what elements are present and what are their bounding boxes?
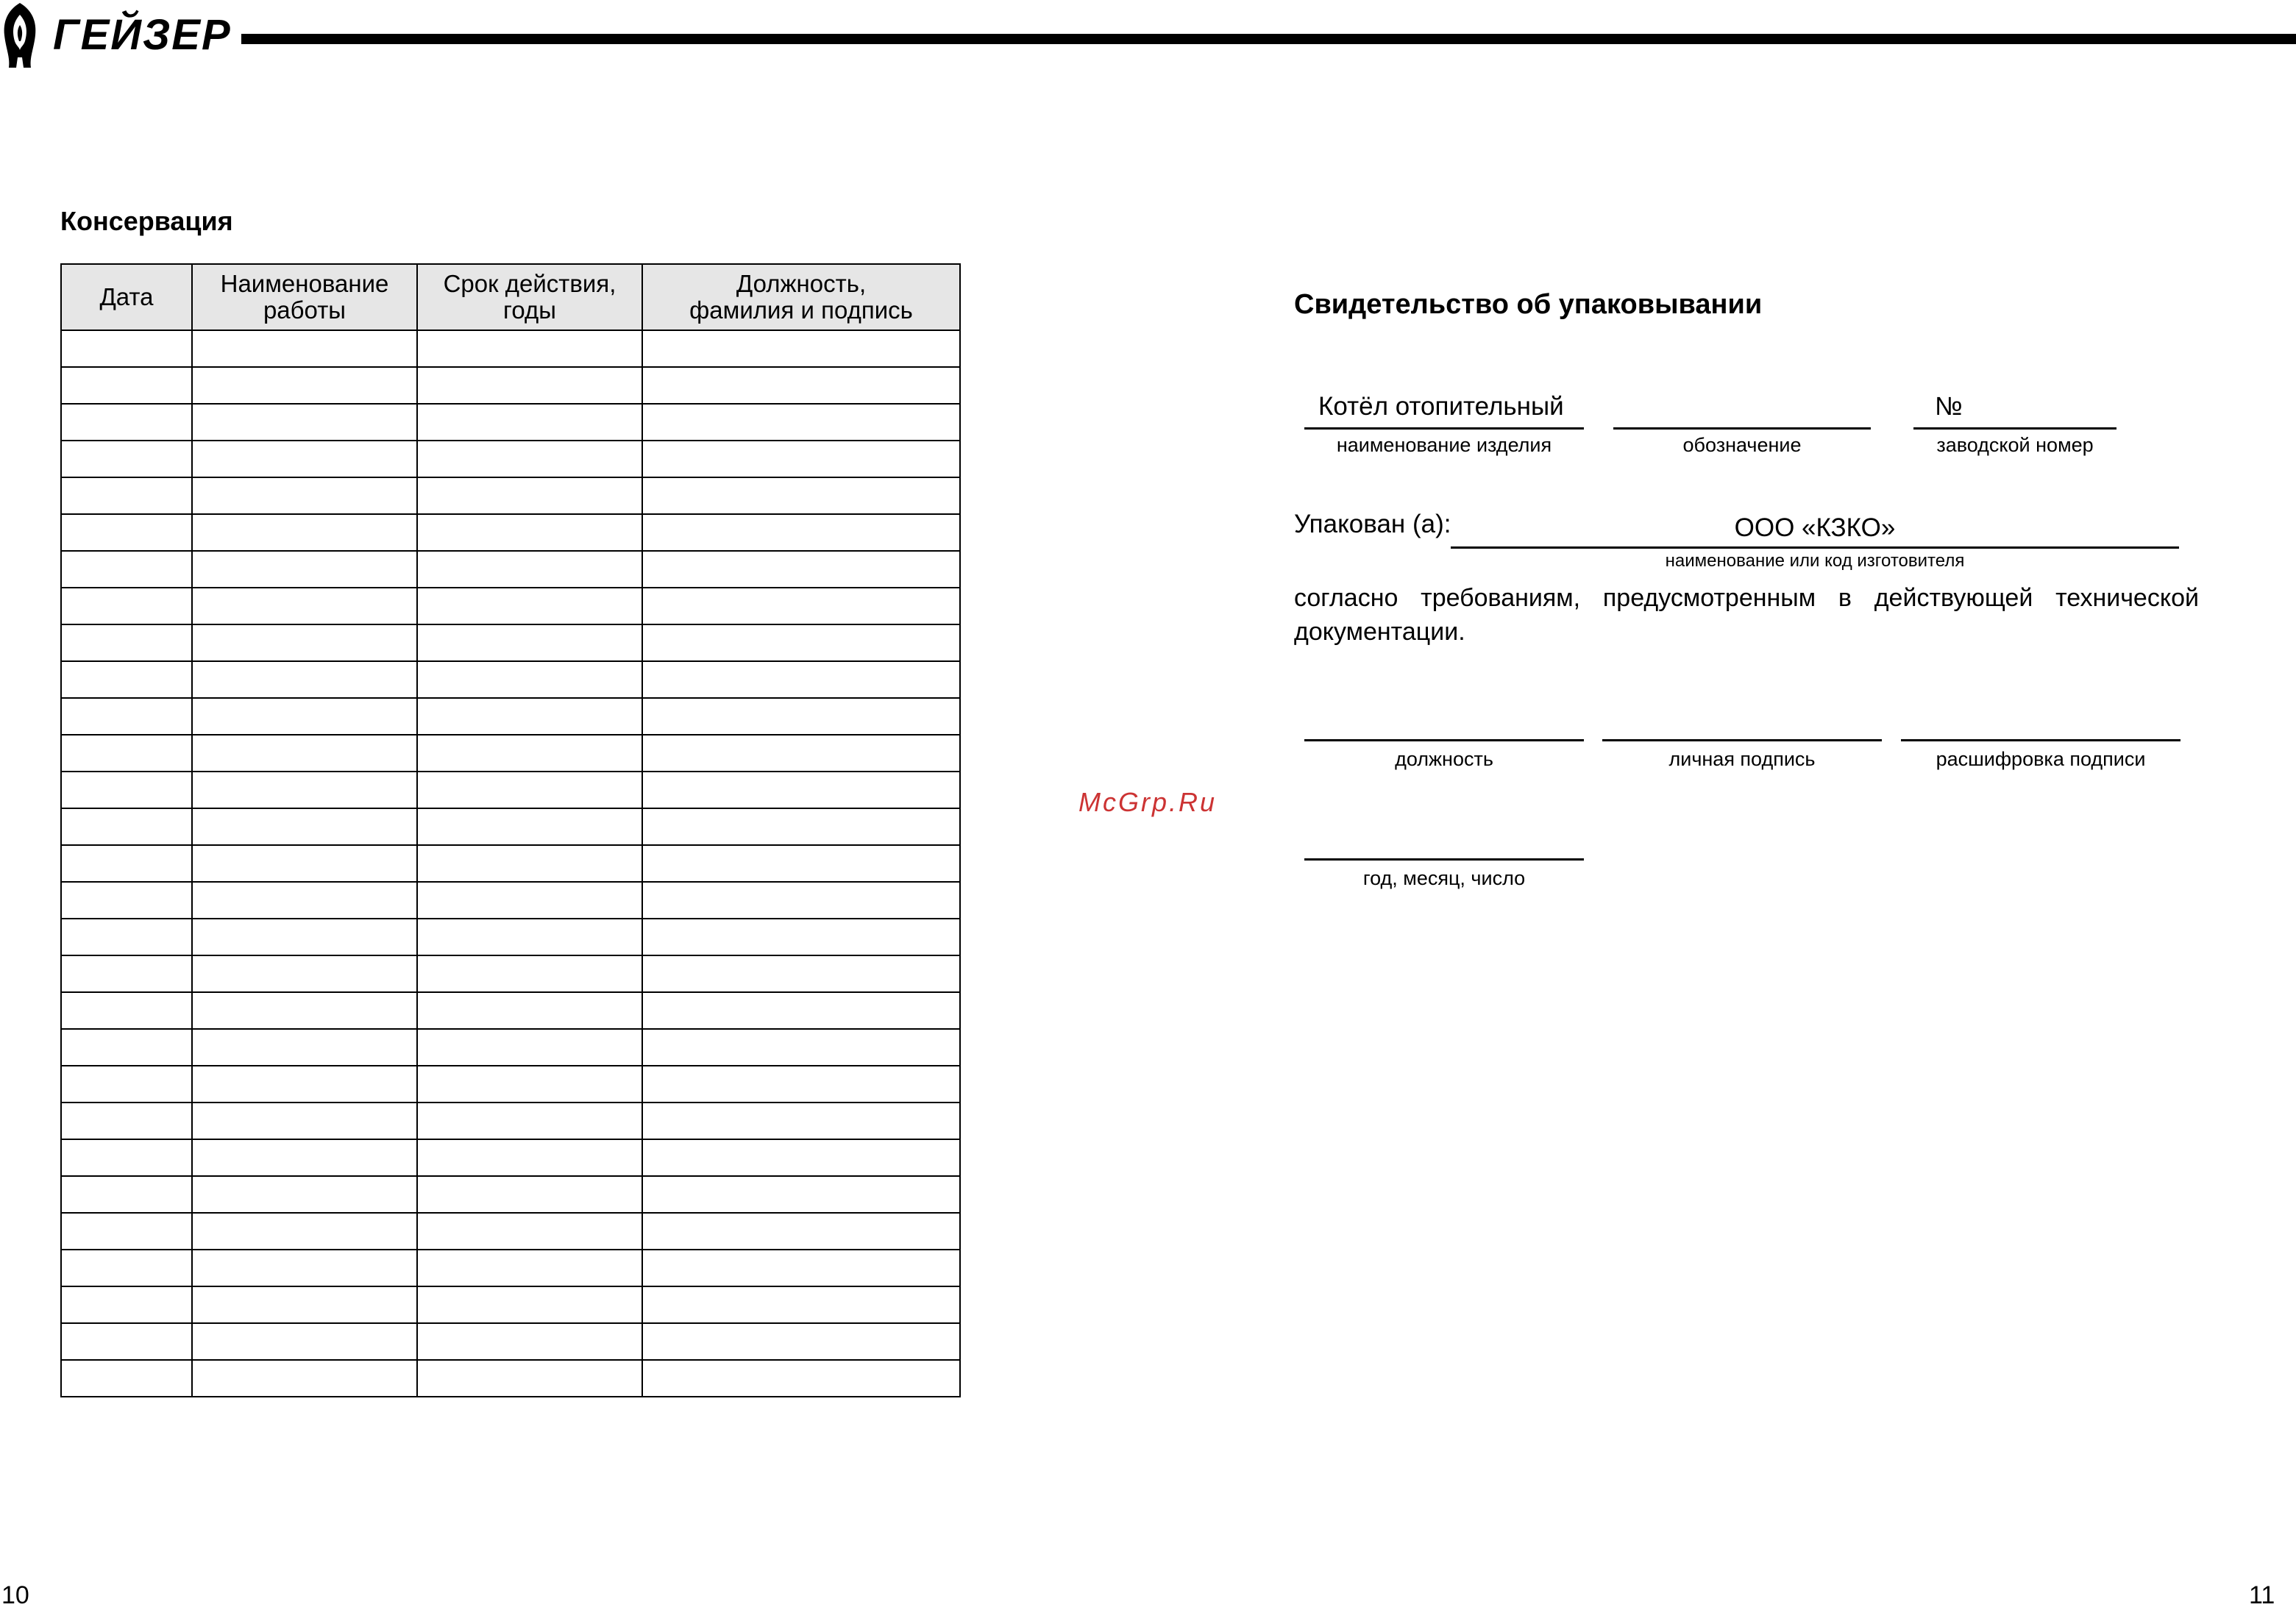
table-cell bbox=[61, 845, 192, 882]
table-cell bbox=[61, 698, 192, 735]
table-cell bbox=[417, 624, 642, 661]
table-row bbox=[61, 1323, 960, 1360]
table-cell bbox=[642, 477, 960, 514]
table-body bbox=[61, 330, 960, 1397]
table-cell bbox=[192, 1360, 417, 1397]
date-underline bbox=[1304, 858, 1584, 861]
table-cell bbox=[417, 955, 642, 992]
table-cell bbox=[192, 772, 417, 808]
table-cell bbox=[642, 514, 960, 551]
table-row bbox=[61, 1103, 960, 1139]
table-cell bbox=[642, 882, 960, 919]
table-cell bbox=[642, 992, 960, 1029]
table-cell bbox=[61, 1176, 192, 1213]
table-cell bbox=[417, 588, 642, 624]
table-cell bbox=[61, 1323, 192, 1360]
table-cell bbox=[192, 845, 417, 882]
table-cell bbox=[417, 698, 642, 735]
signature-underline bbox=[1602, 739, 1882, 741]
serial-number-underline bbox=[1913, 427, 2116, 430]
table-header-row bbox=[61, 264, 960, 330]
table-cell bbox=[192, 624, 417, 661]
table-cell bbox=[61, 808, 192, 845]
table-cell bbox=[642, 919, 960, 955]
serial-number-value: № bbox=[1935, 392, 1963, 421]
table-cell bbox=[417, 477, 642, 514]
column-header-signature: Должность, фамилия и подпись bbox=[642, 264, 960, 330]
table-cell bbox=[192, 698, 417, 735]
table-cell bbox=[192, 441, 417, 477]
flame-logo-icon bbox=[0, 0, 40, 71]
table-row bbox=[61, 404, 960, 441]
table-cell bbox=[192, 735, 417, 772]
table-cell bbox=[642, 1029, 960, 1066]
table-cell bbox=[417, 735, 642, 772]
table-cell bbox=[192, 919, 417, 955]
table-cell bbox=[192, 661, 417, 698]
table-cell bbox=[642, 955, 960, 992]
table-row bbox=[61, 1286, 960, 1323]
table-cell bbox=[417, 367, 642, 404]
table-cell bbox=[642, 588, 960, 624]
signature-caption: личная подпись bbox=[1668, 748, 1816, 770]
table-cell bbox=[417, 1250, 642, 1286]
table-cell bbox=[192, 477, 417, 514]
table-cell bbox=[192, 1323, 417, 1360]
designation-caption: обозначение bbox=[1682, 434, 1802, 456]
table-cell bbox=[642, 661, 960, 698]
table-row bbox=[61, 441, 960, 477]
table-row bbox=[61, 551, 960, 588]
table-row bbox=[61, 992, 960, 1029]
table-row bbox=[61, 1066, 960, 1103]
table-row bbox=[61, 367, 960, 404]
table-cell bbox=[192, 1286, 417, 1323]
table-cell bbox=[192, 1103, 417, 1139]
column-header-validity: Срок действия, годы bbox=[417, 264, 642, 330]
table-cell bbox=[61, 441, 192, 477]
table-row bbox=[61, 588, 960, 624]
signature-decoding-underline bbox=[1901, 739, 2181, 741]
date-caption: год, месяц, число bbox=[1362, 867, 1526, 889]
table-cell bbox=[417, 772, 642, 808]
table-row bbox=[61, 882, 960, 919]
position-caption: должность bbox=[1395, 748, 1493, 770]
table-cell bbox=[642, 1139, 960, 1176]
table-cell bbox=[417, 330, 642, 367]
table-cell bbox=[61, 1360, 192, 1397]
table-row bbox=[61, 330, 960, 367]
table-cell bbox=[192, 404, 417, 441]
table-cell bbox=[61, 1066, 192, 1103]
table-row bbox=[61, 1176, 960, 1213]
table-cell bbox=[192, 367, 417, 404]
table-row bbox=[61, 1213, 960, 1250]
table-cell bbox=[192, 1066, 417, 1103]
table-cell bbox=[192, 1029, 417, 1066]
table-cell bbox=[61, 1139, 192, 1176]
table-cell bbox=[642, 1323, 960, 1360]
table-row bbox=[61, 624, 960, 661]
table-cell bbox=[61, 955, 192, 992]
table-cell bbox=[642, 772, 960, 808]
table-cell bbox=[417, 919, 642, 955]
table-cell bbox=[192, 808, 417, 845]
table-cell bbox=[417, 992, 642, 1029]
designation-underline bbox=[1613, 427, 1871, 430]
table-row bbox=[61, 919, 960, 955]
table-cell bbox=[417, 1213, 642, 1250]
table-cell bbox=[61, 330, 192, 367]
watermark: McGrp.Ru bbox=[1078, 787, 1218, 817]
position-underline bbox=[1304, 739, 1584, 741]
brand-name: ГЕЙЗЕР bbox=[53, 11, 232, 59]
table-cell bbox=[61, 624, 192, 661]
table-cell bbox=[61, 772, 192, 808]
product-value: Котёл отопительный bbox=[1318, 392, 1564, 421]
product-underline bbox=[1304, 427, 1584, 430]
table-cell bbox=[192, 1176, 417, 1213]
table-cell bbox=[61, 404, 192, 441]
table-cell bbox=[61, 1250, 192, 1286]
table-cell bbox=[417, 845, 642, 882]
table-cell bbox=[642, 624, 960, 661]
table-cell bbox=[642, 441, 960, 477]
table-cell bbox=[192, 330, 417, 367]
table-cell bbox=[642, 808, 960, 845]
table-row bbox=[61, 808, 960, 845]
table-cell bbox=[417, 1323, 642, 1360]
table-cell bbox=[61, 735, 192, 772]
table-cell bbox=[192, 1139, 417, 1176]
table-cell bbox=[61, 1213, 192, 1250]
table-cell bbox=[192, 1213, 417, 1250]
table-cell bbox=[642, 367, 960, 404]
table-row bbox=[61, 772, 960, 808]
table-cell bbox=[642, 698, 960, 735]
certificate-body-text: согласно требованиям, предусмотренным в действующей технической документации. bbox=[1294, 584, 2199, 646]
manufacturer-value: ООО «КЗКО» bbox=[1734, 513, 1896, 542]
table-row bbox=[61, 1139, 960, 1176]
table-row bbox=[61, 698, 960, 735]
table-cell bbox=[192, 955, 417, 992]
table-cell bbox=[642, 1066, 960, 1103]
table-cell bbox=[61, 1286, 192, 1323]
product-caption: наименование изделия bbox=[1336, 434, 1552, 456]
serial-number-caption: заводской номер bbox=[1936, 434, 2094, 456]
table-cell bbox=[192, 551, 417, 588]
table-cell bbox=[417, 1139, 642, 1176]
column-header-work: Наименование работы bbox=[192, 264, 417, 330]
manufacturer-caption: наименование или код изготовителя bbox=[1665, 551, 1965, 571]
signature-decoding-caption: расшифровка подписи bbox=[1936, 748, 2146, 770]
table-row bbox=[61, 661, 960, 698]
table-cell bbox=[417, 1176, 642, 1213]
table-cell bbox=[61, 661, 192, 698]
table-row bbox=[61, 735, 960, 772]
table-row bbox=[61, 1029, 960, 1066]
table-cell bbox=[642, 1103, 960, 1139]
table-cell bbox=[417, 1066, 642, 1103]
page-number-right: 11 bbox=[2249, 1581, 2275, 1609]
table-cell bbox=[642, 1250, 960, 1286]
table-cell bbox=[61, 1029, 192, 1066]
table-cell bbox=[61, 992, 192, 1029]
table-cell bbox=[61, 477, 192, 514]
table-cell bbox=[417, 808, 642, 845]
header-rule bbox=[241, 34, 2296, 44]
manufacturer-underline bbox=[1451, 546, 2179, 549]
table-row bbox=[61, 514, 960, 551]
table-row bbox=[61, 1360, 960, 1397]
table-cell bbox=[417, 661, 642, 698]
page-number-left: 10 bbox=[1, 1581, 29, 1609]
table-cell bbox=[642, 735, 960, 772]
table-cell bbox=[192, 1250, 417, 1286]
table-cell bbox=[417, 1286, 642, 1323]
certificate-title: Свидетельство об упаковывании bbox=[1294, 289, 1763, 320]
table-row bbox=[61, 845, 960, 882]
table-cell bbox=[417, 1029, 642, 1066]
table-row bbox=[61, 477, 960, 514]
table-cell bbox=[642, 330, 960, 367]
table-cell bbox=[61, 882, 192, 919]
column-header-date: Дата bbox=[61, 264, 192, 330]
table-cell bbox=[642, 1286, 960, 1323]
table-cell bbox=[61, 919, 192, 955]
table-cell bbox=[61, 514, 192, 551]
table-cell bbox=[417, 882, 642, 919]
table-cell bbox=[417, 441, 642, 477]
conservation-table bbox=[60, 263, 961, 1397]
table-cell bbox=[642, 1360, 960, 1397]
section-title: Консервация bbox=[60, 206, 233, 236]
table-cell bbox=[417, 551, 642, 588]
table-row bbox=[61, 1250, 960, 1286]
table-cell bbox=[642, 1176, 960, 1213]
table-cell bbox=[61, 1103, 192, 1139]
table-row bbox=[61, 955, 960, 992]
table-cell bbox=[61, 551, 192, 588]
table-cell bbox=[192, 992, 417, 1029]
table-cell bbox=[417, 514, 642, 551]
table-cell bbox=[192, 514, 417, 551]
table-cell bbox=[642, 404, 960, 441]
table-cell bbox=[642, 845, 960, 882]
table-cell bbox=[192, 588, 417, 624]
table-cell bbox=[642, 551, 960, 588]
table-cell bbox=[642, 1213, 960, 1250]
packed-label: Упакован (а): bbox=[1294, 510, 1451, 538]
table-cell bbox=[61, 588, 192, 624]
table-cell bbox=[61, 367, 192, 404]
table-cell bbox=[417, 404, 642, 441]
table-cell bbox=[417, 1103, 642, 1139]
table-cell bbox=[417, 1360, 642, 1397]
table-cell bbox=[192, 882, 417, 919]
